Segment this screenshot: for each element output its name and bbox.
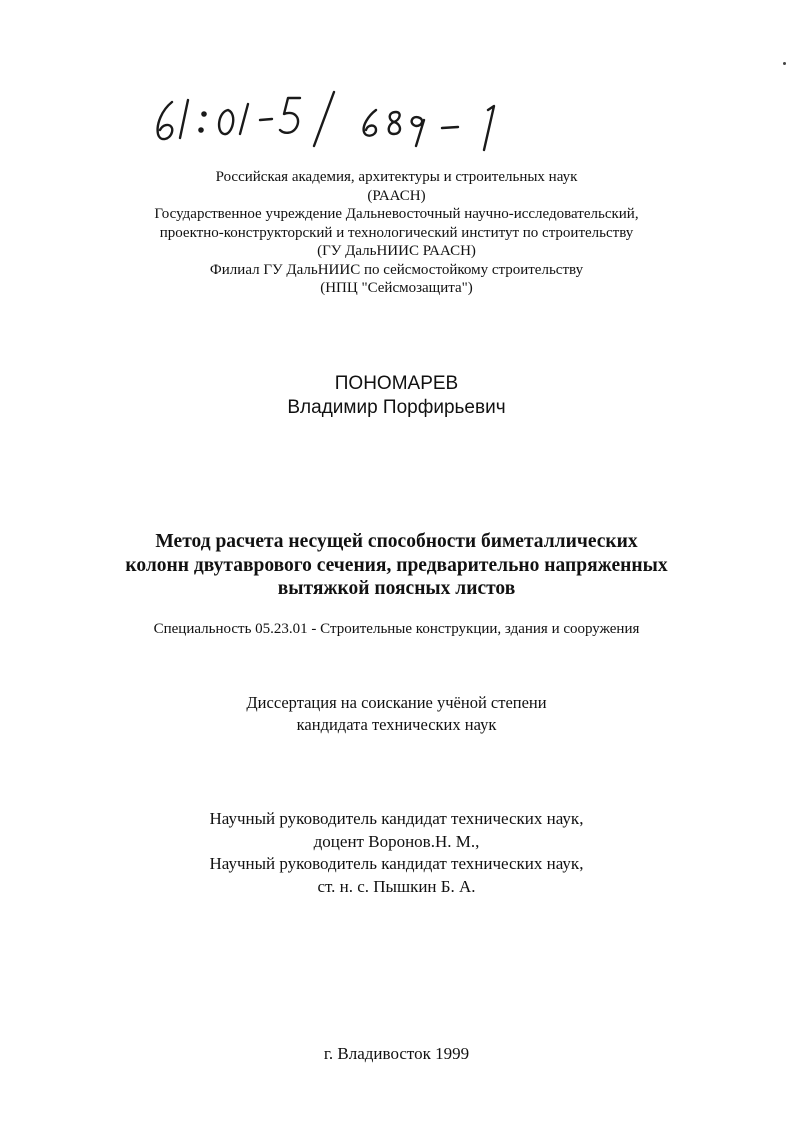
org-line: Российская академия, архитектуры и строительных наук xyxy=(215,169,578,185)
org-line: Государственное учреждение Дальневосточный научно-исследовательский, xyxy=(154,206,639,222)
org-line: проектно-конструкторский и технологический институт по строительству xyxy=(159,224,634,241)
org-line: (РААСН) xyxy=(367,187,426,204)
supervisor-line: доцент Воронов.Н. М., xyxy=(313,831,480,851)
organization-block xyxy=(0,168,793,298)
supervisors-block xyxy=(0,808,793,898)
org-line: (НПЦ "Сейсмозащита") xyxy=(320,280,473,296)
supervisor-line: Научный руководитель кандидат технических наук, xyxy=(209,809,584,828)
degree-line: Диссертация на соискание учёной степени xyxy=(246,693,547,712)
title-line: Метод расчета несущей способности биметаллических xyxy=(155,531,638,552)
degree-block xyxy=(0,692,793,736)
author-block xyxy=(0,372,793,420)
scan-speck xyxy=(783,62,786,65)
org-line: Филиал ГУ ДальНИИС по сейсмостойкому строительству xyxy=(209,261,584,278)
handwritten-catalog-number xyxy=(148,88,568,168)
author-surname: ПОНОМАРЕВ xyxy=(334,373,459,394)
title-line: вытяжкой поясных листов xyxy=(277,578,516,599)
title-line: колонн двутаврового сечения, предварительно напряженных xyxy=(125,554,668,576)
org-line: (ГУ ДальНИИС РААСН) xyxy=(317,243,476,259)
author-name: Владимир Порфирьевич xyxy=(287,397,506,418)
specialty-line: Специальность 05.23.01 - Строительные конструкции, здания и сооружения xyxy=(153,621,640,637)
city-year: г. Владивосток 1999 xyxy=(323,1044,470,1063)
degree-line: кандидата технических наук xyxy=(296,715,497,734)
dissertation-title xyxy=(0,530,793,601)
supervisor-line: ст. н. с. Пышкин Б. А. xyxy=(317,876,476,896)
supervisor-line: Научный руководитель кандидат технических наук, xyxy=(209,854,584,873)
